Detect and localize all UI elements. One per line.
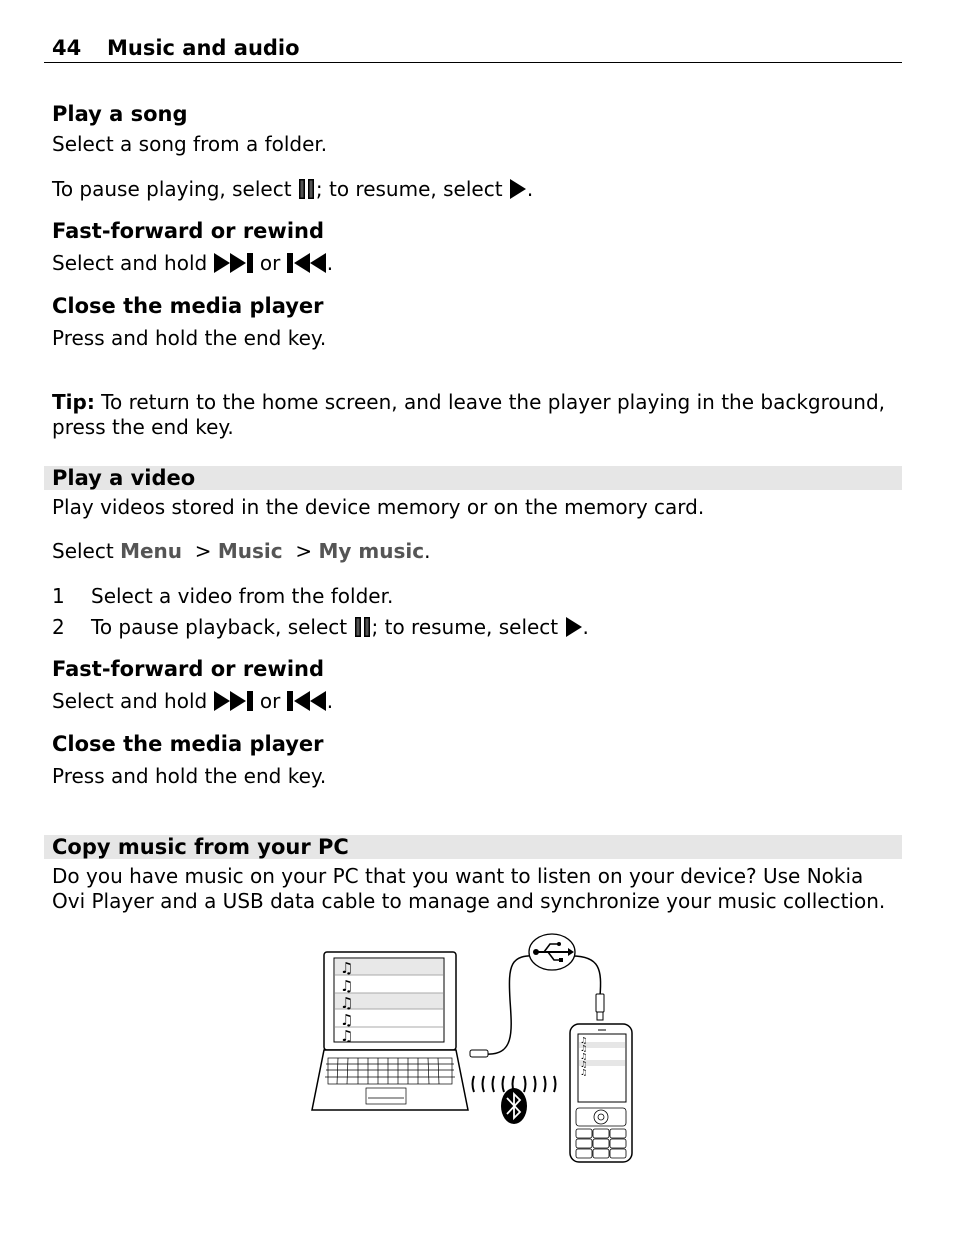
chapter-title: Music and audio xyxy=(107,36,300,60)
pause-icon xyxy=(298,179,316,204)
play-song-heading: Play a song xyxy=(52,102,188,126)
tip-paragraph xyxy=(52,390,902,440)
pc-sync-illustration xyxy=(310,930,640,1170)
ff-instruction-video: Select and hold or . xyxy=(52,689,333,716)
music-link[interactable]: Music xyxy=(217,539,283,563)
copy-music-band xyxy=(44,835,902,859)
bluetooth-icon xyxy=(501,1088,527,1124)
play-icon xyxy=(509,179,527,204)
page-number: 44 xyxy=(52,36,82,60)
close-text-song: Press and hold the end key. xyxy=(52,326,327,350)
step-1-number: 1 xyxy=(52,584,65,608)
music-note-icon: ♫ xyxy=(340,977,354,995)
close-heading-song: Close the media player xyxy=(52,294,324,318)
music-note-icon: ♫ xyxy=(340,994,354,1012)
play-video-band xyxy=(44,466,902,490)
music-note-icon: ♫ xyxy=(340,1027,354,1045)
music-note-icon: ♫ xyxy=(580,1060,588,1069)
pause-icon xyxy=(354,617,372,642)
ff-heading-song: Fast-forward or rewind xyxy=(52,219,325,243)
header-rule xyxy=(44,62,902,63)
step-2-number: 2 xyxy=(52,615,65,639)
step-2-text: To pause playback, select ; to resume, select . xyxy=(91,615,589,642)
music-note-icon: ♫ xyxy=(580,1068,588,1077)
play-video-heading: Play a video xyxy=(52,466,196,490)
step-1-text: Select a video from the folder. xyxy=(91,584,394,608)
play-icon xyxy=(565,617,583,642)
close-heading-video: Close the media player xyxy=(52,732,324,756)
fast-forward-icon xyxy=(214,691,254,716)
fast-forward-icon xyxy=(214,253,254,278)
play-video-intro: Play videos stored in the device memory or on the memory card. xyxy=(52,495,705,519)
tip-label: Tip: xyxy=(52,390,95,414)
menu-link[interactable]: Menu xyxy=(120,539,183,563)
menu-path: Select Menu > Music > My music. xyxy=(52,539,431,563)
music-note-icon: ♫ xyxy=(340,959,354,977)
ff-heading-video: Fast-forward or rewind xyxy=(52,657,325,681)
rewind-icon xyxy=(287,691,327,716)
music-note-icon: ♫ xyxy=(580,1036,588,1045)
tip-text: To return to the home screen, and leave the player playing in the background, press the end key. xyxy=(52,390,886,439)
copy-music-text: Do you have music on your PC that you want to listen on your device? Use Nokia Ovi Player and a USB data cable to manage and synchronize your music collection. xyxy=(52,864,886,913)
copy-music-heading: Copy music from your PC xyxy=(52,835,349,859)
music-note-icon: ♫ xyxy=(580,1044,588,1053)
ff-instruction-song: Select and hold or . xyxy=(52,251,333,278)
pause-instruction: To pause playing, select ; to resume, select . xyxy=(52,177,533,204)
my-music-link[interactable]: My music xyxy=(318,539,425,563)
play-song-text: Select a song from a folder. xyxy=(52,132,328,156)
laptop-icon xyxy=(312,952,468,1110)
music-note-icon: ♫ xyxy=(580,1052,588,1061)
close-text-video: Press and hold the end key. xyxy=(52,764,327,788)
rewind-icon xyxy=(287,253,327,278)
phone-icon xyxy=(570,1024,632,1162)
music-note-icon: ♫ xyxy=(340,1011,354,1029)
usb-icon xyxy=(529,934,575,970)
